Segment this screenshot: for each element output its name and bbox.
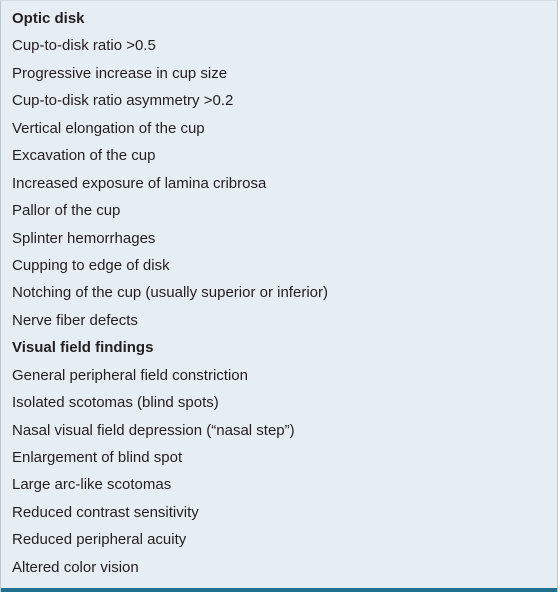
table-rows <box>1 5 557 581</box>
table-row: Vertical elongation of the cup <box>12 119 205 137</box>
table-row: Splinter hemorrhages <box>12 229 156 247</box>
table-row: Nasal visual field depression (“nasal step”) <box>12 421 295 439</box>
table-row: Isolated scotomas (blind spots) <box>12 394 219 412</box>
table-row: Increased exposure of lamina cribrosa <box>12 174 267 192</box>
table-row: Enlargement of blind spot <box>12 449 183 466</box>
table-row: Large arc-like scotomas <box>12 476 172 494</box>
table-row: Pallor of the cup <box>12 202 121 220</box>
table-row: Progressive increase in cup size <box>12 64 228 82</box>
table-row: General peripheral field constriction <box>12 366 248 384</box>
section-heading-visual-field: Visual field findings <box>12 339 154 357</box>
bottom-rule <box>1 588 557 592</box>
table-row: Notching of the cup (usually superior or inferior) <box>12 284 328 302</box>
table-row: Cup-to-disk ratio asymmetry >0.2 <box>12 92 234 110</box>
section-heading-optic-disk: Optic disk <box>12 10 85 27</box>
table-row: Cupping to edge of disk <box>12 256 170 274</box>
table-row: Altered color vision <box>12 558 139 576</box>
table-row: Reduced peripheral acuity <box>12 531 187 549</box>
table-row: Nerve fiber defects <box>12 311 138 329</box>
table-row: Reduced contrast sensitivity <box>12 503 199 521</box>
table-row: Cup-to-disk ratio >0.5 <box>12 37 156 55</box>
table-row: Excavation of the cup <box>12 147 156 165</box>
